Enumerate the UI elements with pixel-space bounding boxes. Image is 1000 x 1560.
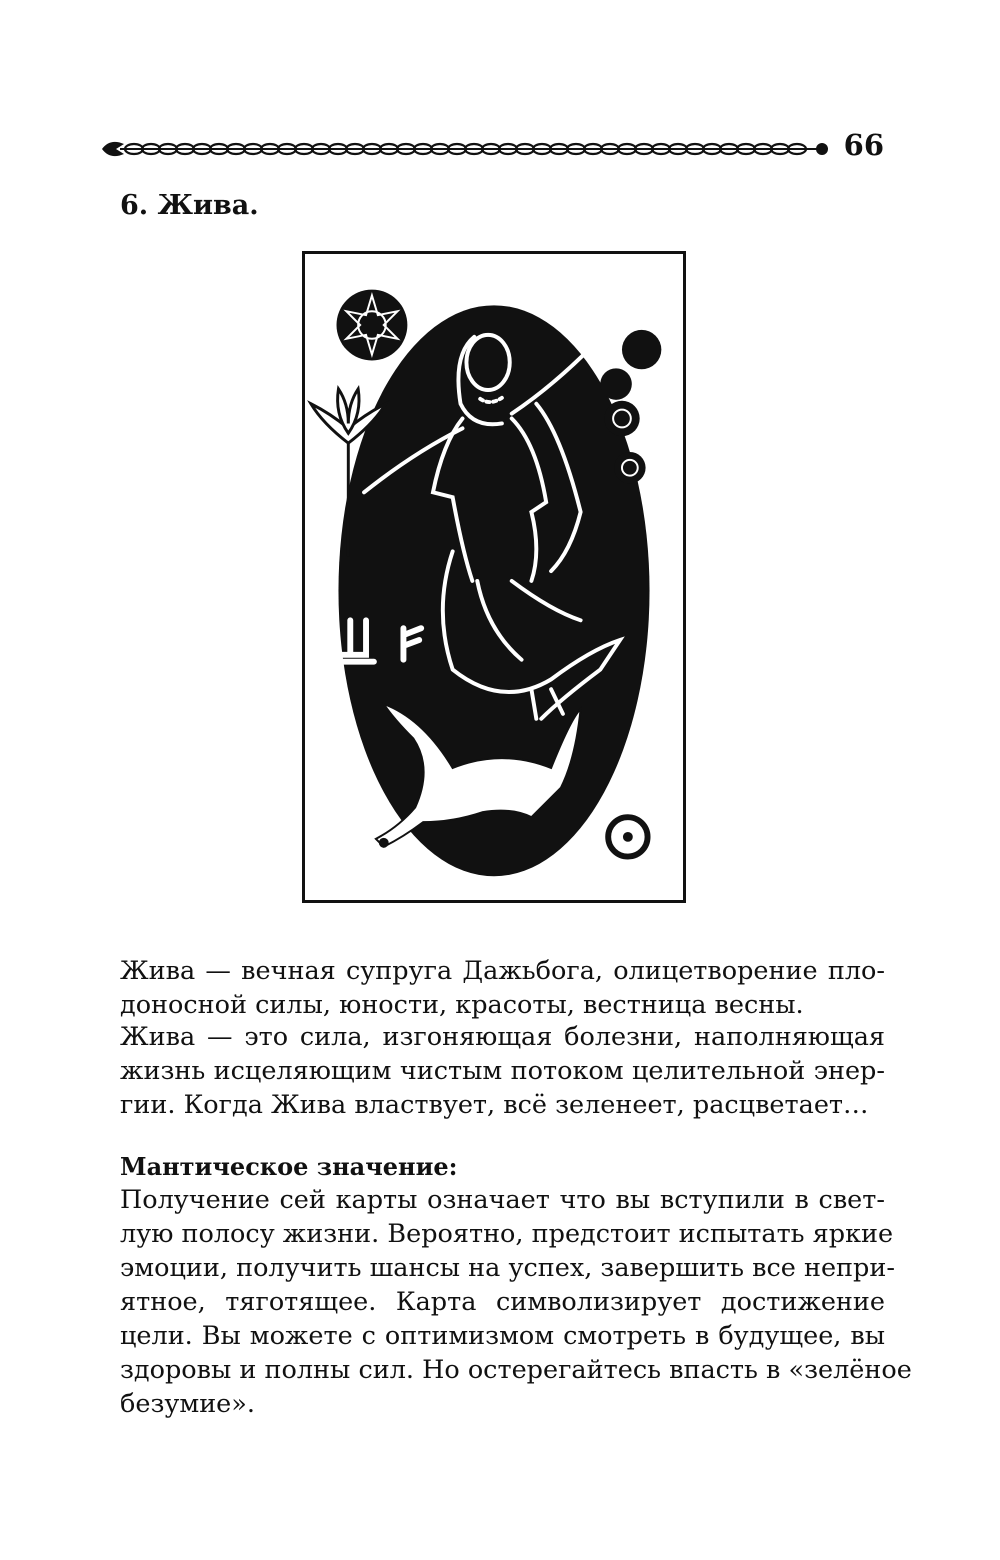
text-line: гии. Когда Жива властвует, всё зеленеет, расцветает… (120, 1090, 869, 1120)
zhiva-figure-icon (305, 254, 683, 900)
text-line: доносной силы, юности, красоты, вестница весны. (120, 990, 804, 1020)
section-title: 6. Жива. (120, 190, 259, 221)
paragraph-mantic (120, 1183, 912, 1421)
paragraph-intro (120, 954, 885, 1022)
text-line: лую полосу жизни. Вероятно, предстоит испытать яркие (120, 1219, 894, 1249)
text-line: ятное, тяготящее. Карта символизирует достижение (120, 1287, 885, 1317)
text-line: эмоции, получить шансы на успех, завершить все непри- (120, 1253, 895, 1283)
card-illustration (302, 251, 686, 903)
page-number: 66 (843, 128, 884, 162)
text-line: безумие». (120, 1389, 255, 1419)
text-line: Жива — это сила, изгоняющая болезни, наполняющая (120, 1022, 885, 1052)
text-line: здоровы и полны сил. Но остерегайтесь впасть в «зелёное (120, 1355, 912, 1385)
text-line: цели. Вы можете с оптимизмом смотреть в будущее, вы (120, 1321, 885, 1351)
text-line: Получение сей карты означает что вы вступили в свет- (120, 1185, 885, 1215)
paragraph-power (120, 1020, 885, 1122)
header-ornament (100, 134, 830, 164)
mantic-heading: Мантическое значение: (120, 1152, 458, 1181)
text-line: Жива — вечная супруга Дажьбога, олицетворение пло- (120, 956, 885, 986)
text-line: жизнь исцеляющим чистым потоком целительной энер- (120, 1056, 885, 1086)
